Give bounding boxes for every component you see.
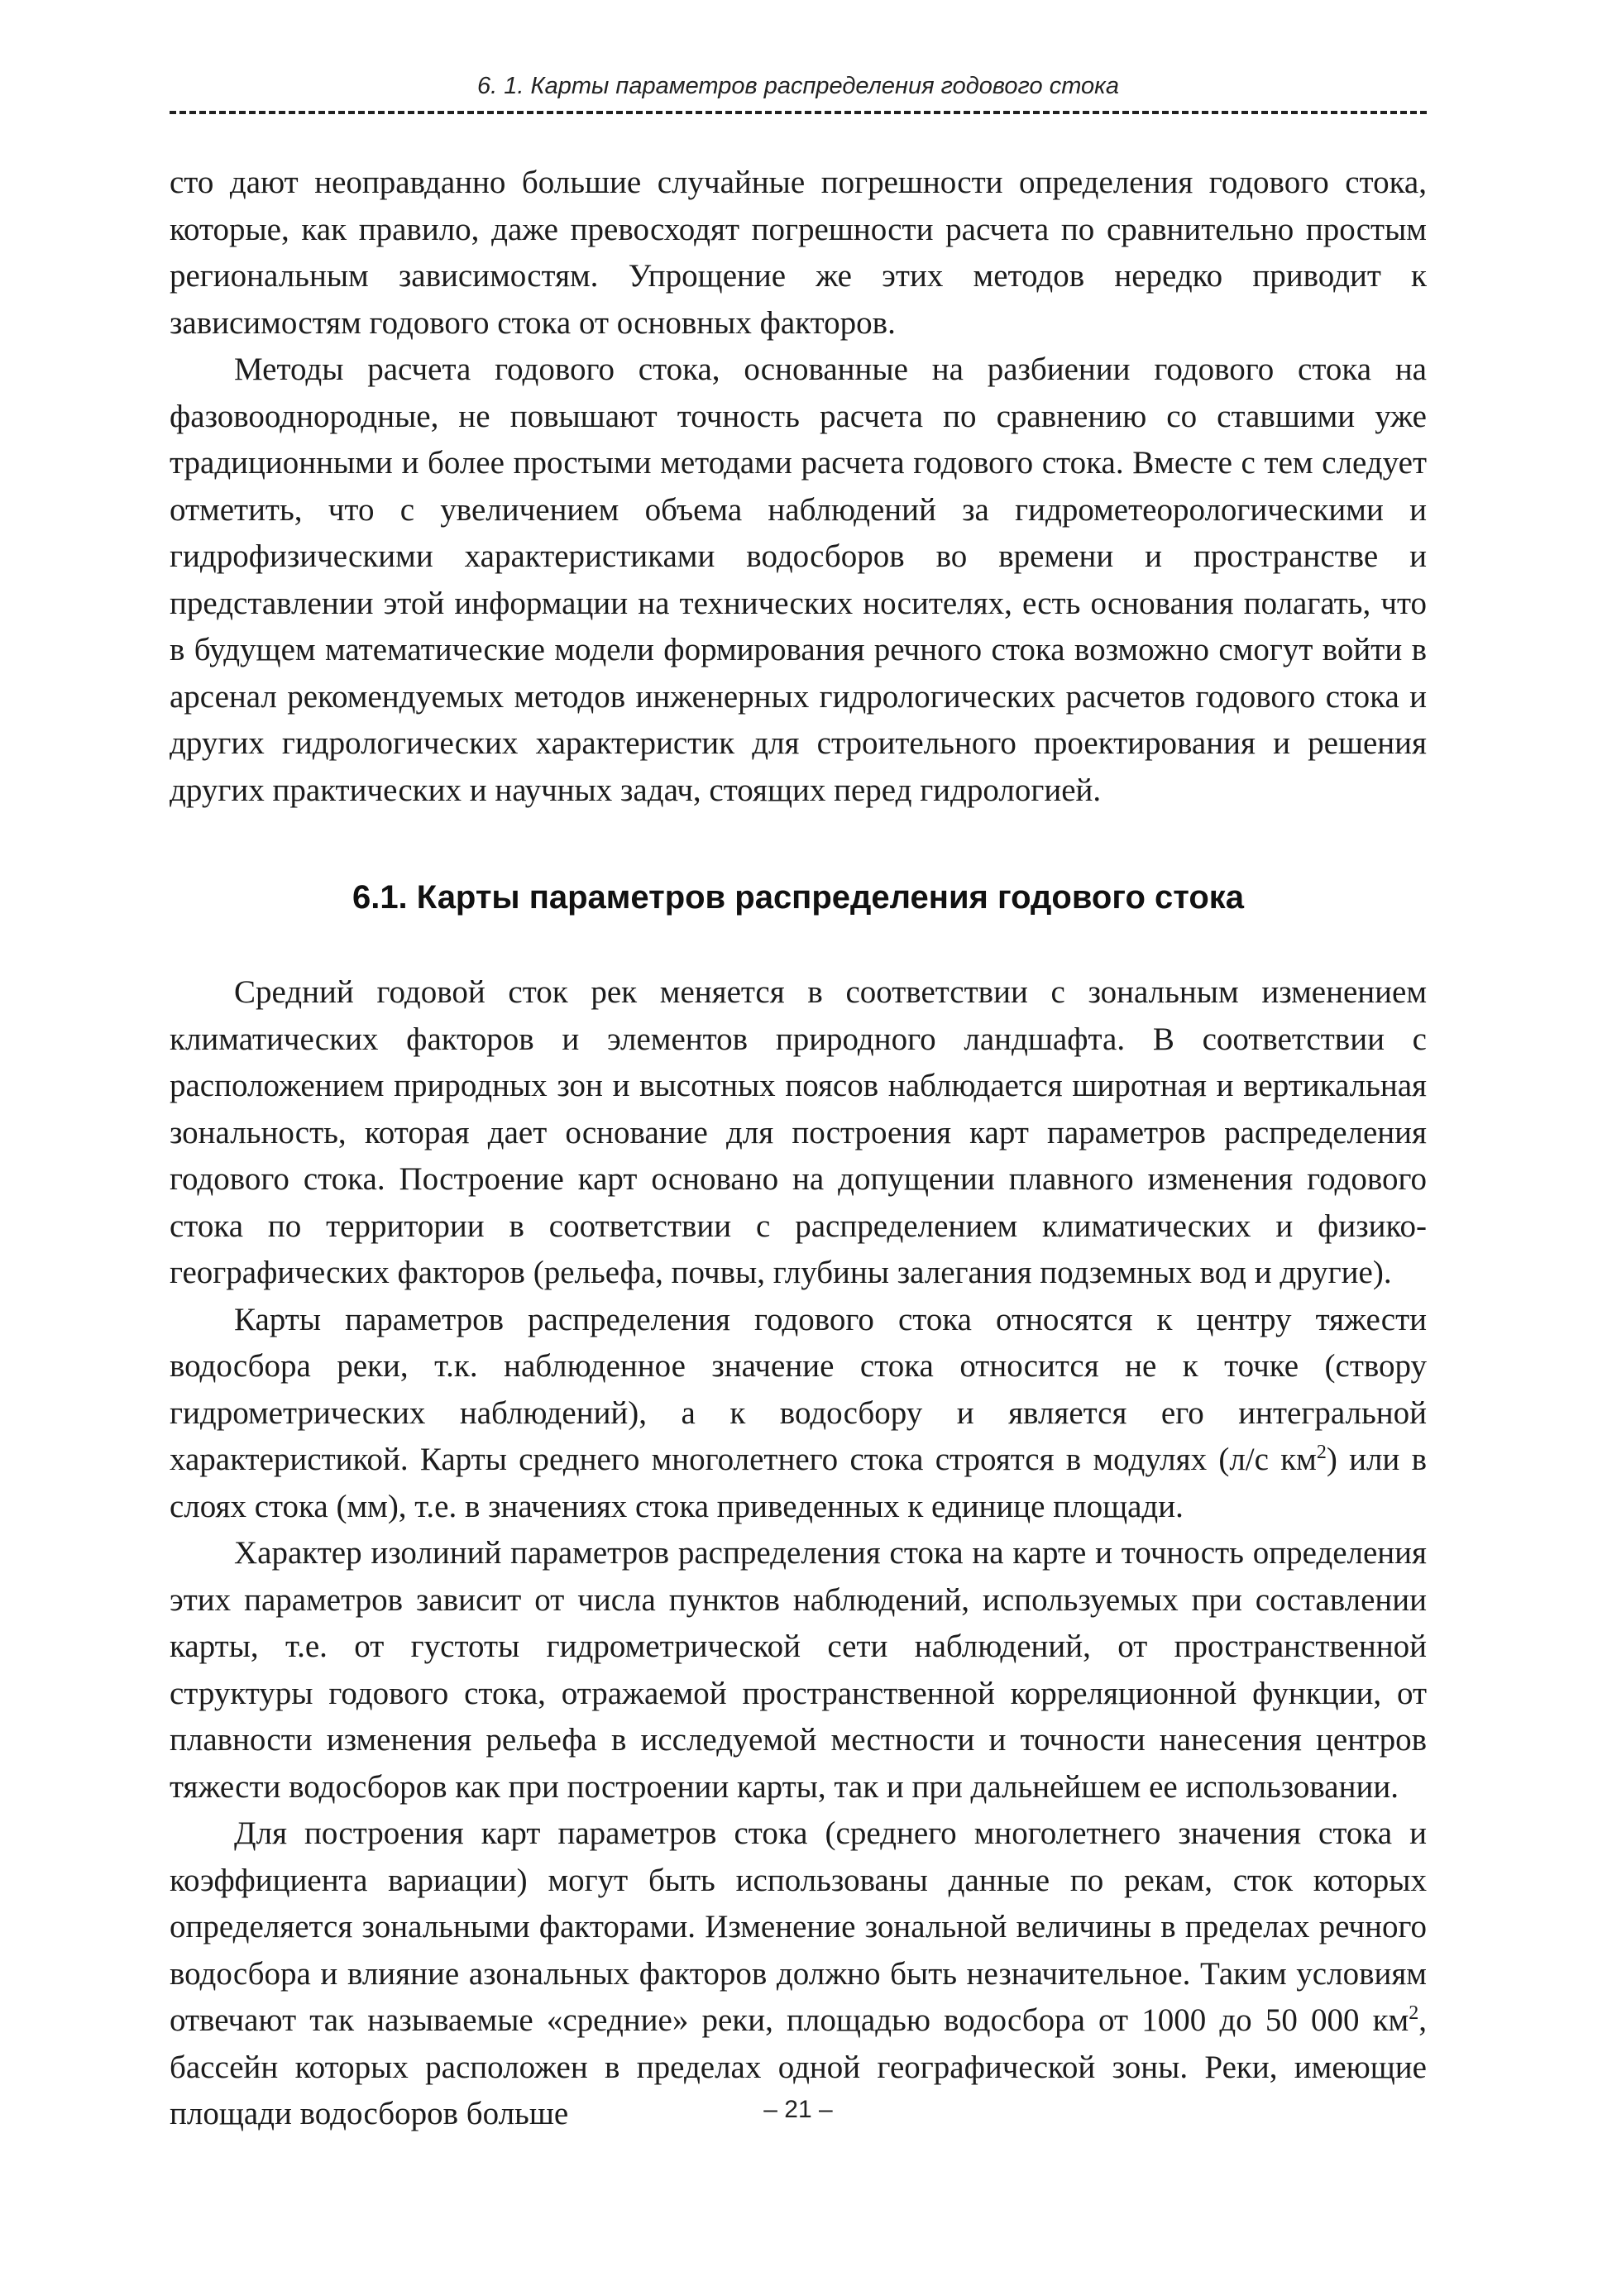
body-text-top [170,160,1427,814]
paragraph-isolines: Характер изолиний параметров распределения стока на карте и точность определения этих параметров зависит от числа пунктов наблюдений, используемых при составлении карты, т.е. от густоты гидрометрической сети наблюдений, от пространственной структуры годового стока, отражаемой пространственной корреляционной функции, от плавности изменения рельефа в исследуемой местности и точности нанесения центров тяжести водосборов как при построении карты, так и при дальнейшем ее использовании. [170,1535,1427,1805]
running-header: 6. 1. Карты параметров распределения годового стока [477,73,1119,99]
section-heading: 6.1. Карты параметров распределения годового стока [352,879,1245,916]
paragraph-methods: Методы расчета годового стока, основанные на разбиении годового стока на фазовооднородные, не повышают точность расчета по сравнению со ставшими уже традиционными и более простыми методами расчета годового стока. Вместе с тем следует отметить, что с увеличением объема наблюдений за гидрометеорологическими и гидрофизическими характеристиками водосборов во времени и пространстве и представлении этой информации на технических носителях, есть основания полагать, что в будущем математические модели формирования речного стока возможно смогут войти в арсенал рекомендуемых методов инженерных гидрологических расчетов годового стока и других гидрологических характеристик для строительного проектирования и решения других практических и научных задач, стоящих перед гидрологией. [170,352,1427,808]
text-segment: ) или в слоях стока (мм), т.е. в значениях стока приведенных к единице площади. [170,1442,1427,1524]
paragraph-continuation: сто дают неоправданно большие случайные погрешности определения годового стока, которые, как правило, даже превосходят погрешности расчета по сравнительно простым региональным зависимостям. Упрощение же этих методов нередко приводит к зависимостям годового стока от основных факторов. [170,165,1427,341]
header-divider [170,111,1427,114]
superscript: 2 [1316,1442,1327,1463]
superscript: 2 [1409,2002,1419,2024]
text-segment: Карты параметров распределения годового стока относятся к центру тяжести водосбора реки, т.к. наблюденное значение стока относится не к точке (створу гидрометрических наблюдений), а к водосбору и является его интегральной характеристикой. Карты среднего многолетнего стока строятся в модулях (л/с км [170,1301,1427,1477]
paragraph-maps [170,1297,1427,1531]
document-page [170,0,1427,2296]
text-segment: Для построения карт параметров стока (среднего многолетнего значения стока и коэффициента вариации) могут быть использованы данные по рекам, сток которых определяется зональными факторами. Изменение зональной величины в пределах речного водосбора и влияние азональных факторов должно быть незначительное. Таким условиям отвечают так называемые «средние» реки, площадью водосбора от 1000 до 50 000 км [170,1815,1427,2038]
paragraph-zonal: Средний годовой сток рек меняется в соответствии с зональным изменением климатических факторов и элементов природного ландшафта. В соответствии с расположением природных зон и высотных поясов наблюдается широтная и вертикальная зональность, которая дает основание для построения карт параметров распределения годового стока. Построение карт основано на допущении плавного изменения годового стока по территории в соответствии с распределением климатических и физико-географических факторов (рельефа, почвы, глубины залегания подземных вод и другие). [170,974,1427,1290]
text-segment: , бассейн которых расположен в пределах одной географической зоны. Реки, имеющие площади водосборов больше [170,2002,1427,2131]
paragraph-rivers [170,1810,1427,2138]
page-number: – 21 – [763,2096,833,2123]
body-text-section [170,969,1427,2138]
